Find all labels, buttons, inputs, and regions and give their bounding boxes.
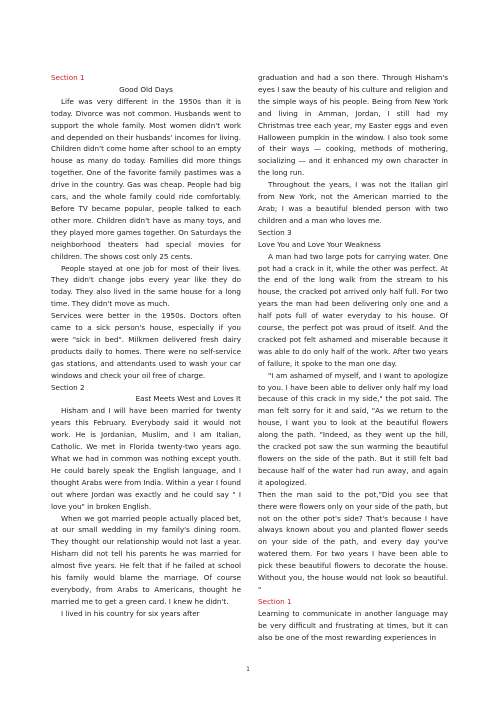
paragraph: I lived in his country for six years after (61, 608, 200, 618)
section-heading: Section 1 (51, 73, 85, 82)
paragraph: Learning to communicate in another language may be very difficult and frustrating at times, but it can also be one of the most rewarding experiences in (258, 608, 448, 642)
paragraph: A man had two large pots for carrying water. One pot had a crack in it, while the other was perfect. At the end of the long walk from the stream to his house, the cracked pot arrived only half full. For two years the man had been delivering only one and a half pots full of water everyday to his house. Of course, the perfect pot was proud of itself. And the cracked pot felt ashamed and miserable because it was able to do only half of the work. After two years of failure, it spoke to the man one day. (258, 251, 448, 368)
article-title: Good Old Days (119, 84, 173, 94)
paragraph: Hisham and I will have been married for twenty years this February. Everybody said it would not work. He is Jordanian, Muslim, and I am Italian, Catholic. We met in Florida twenty-two years ago. What we had in common was nothing except youth. He could barely speak the English language, and I thought Arabs were from India. Within a year I found out where Jordan was exactly and he could say " I love you" in broken English. (51, 406, 241, 511)
page-number: 1 (246, 666, 250, 673)
paragraph: "I am ashamed of myself, and I want to apologize to you. I have been able to deliver only half my load because of this crack in my side," the pot said. The man felt sorry for it and said, "As we return to the house, I want you to look at the beautiful flowers along the path. "Indeed, as they went up the hill, the cracked pot saw the sun warming the beautiful flowers on the side of the path. But it still felt bad because half of the water had run away, and again it apologized. (258, 370, 448, 487)
paragraph: Throughout the years, I was not the Italian girl from New York, not the American married to the Arab; I was a beautiful blended person with two children and a man who loves me. (258, 180, 448, 225)
paragraph: Then the man said to the pot,"Did you see that there were flowers only on your side of the path, but not on the other pot's side? That's because I have always known about you and planted flower seeds on your side of the path, and every day you've watered them. For two years I have been able to pick these beautiful flowers to decorate the house. Without you, the house would not look so beautiful. " (258, 489, 448, 594)
paragraph: People stayed at one job for most of their lives. They didn't change jobs every year like they do today. They also lived in the same house for a long time. They didn't move as much. (51, 263, 241, 309)
article-title: East Meets West and Loves It (135, 394, 241, 404)
left-column (51, 72, 241, 620)
section-heading: Section 3 (258, 227, 292, 237)
section-heading: Section 2 (51, 382, 85, 392)
section-heading: Section 1 (258, 596, 292, 606)
right-column (258, 72, 448, 644)
paragraph: When we got married people actually placed bet, at our small wedding in my family's dining room. They thought our relationship would not last a year. Hisharn did not tell his parents he was married for almost five years. He felt that if he failed at school his family would blame the marriage. Of course everybody, from Arabs to Americans, thought he married me to get a green card. I knew he didn't. (51, 513, 241, 606)
article-title: Love You and Love Your Weakness (258, 239, 381, 249)
paragraph: graduation and had a son there. Through Hisham's eyes I saw the beauty of his culture and religion and the simple ways of his people. Being from New York and living in Amman, Jordan, I still had my Christmas tree each year, my Easter eggs and even Halloween pumpkin in the window. I also took some of their ways — cooking, methods of mothering, socializing — and it enhanced my own character in the long run. (258, 73, 448, 178)
paragraph: Services were better in the 1950s. Doctors often came to a sick person's house, especially if you were "sick in bed". Milkmen delivered fresh dairy products daily to homes. There were no self-service gas stations, and attendants used to wash your car windows and check your oil free of charge. (51, 311, 241, 380)
paragraph: Life was very different in the 1950s than it is today. Divorce was not common. Husbands went to support the whole family. Most women didn't work and depended on their husbands' incomes for living. Children didn't come home after school to an empty house as many do today. Families did more things together. One of the favorite family pastimes was a drive in the country. Gas was cheap. People had big cars, and the whole family could ride comfortably. Before TV became popular, people talked to each other more. Children didn't have as many toys, and they played more games together. On Saturdays the neighborhood theaters had special movies for children. The shows cost only 25 cents. (51, 96, 241, 261)
